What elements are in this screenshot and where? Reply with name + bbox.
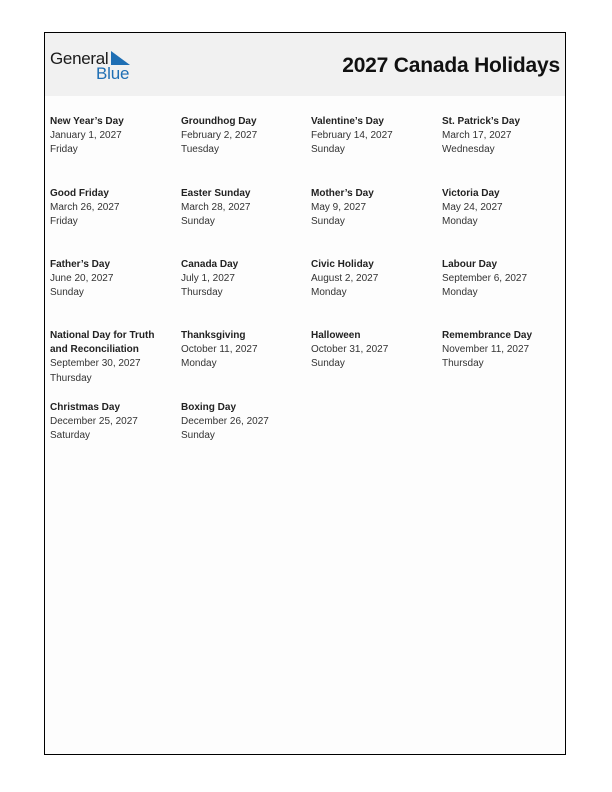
- holiday-date: March 26, 2027: [50, 202, 120, 214]
- holiday-date: May 24, 2027: [442, 202, 503, 214]
- holiday-date: March 28, 2027: [181, 202, 251, 214]
- holiday-name: New Year’s Day: [50, 116, 124, 127]
- holiday-date: November 11, 2027: [442, 344, 530, 356]
- holiday-weekday: Wednesday: [442, 144, 495, 156]
- holiday-name: Valentine’s Day: [311, 116, 384, 127]
- holiday-date: July 1, 2027: [181, 273, 235, 285]
- holiday-item: [181, 329, 309, 372]
- holiday-name: Good Friday: [50, 188, 109, 199]
- holiday-weekday: Sunday: [181, 216, 215, 228]
- holiday-item: [181, 187, 309, 230]
- holiday-name: Civic Holiday: [311, 259, 374, 270]
- holiday-weekday: Thursday: [442, 358, 484, 370]
- holiday-date: December 25, 2027: [50, 416, 138, 428]
- holiday-item: [181, 258, 309, 301]
- holiday-item: [311, 115, 439, 158]
- holiday-date: January 1, 2027: [50, 130, 122, 142]
- holiday-item: [442, 329, 570, 372]
- holiday-item: [442, 187, 570, 230]
- holiday-item: [181, 401, 309, 444]
- holiday-date: September 6, 2027: [442, 273, 528, 285]
- holiday-date: March 17, 2027: [442, 130, 512, 142]
- holiday-name: St. Patrick’s Day: [442, 116, 521, 127]
- holiday-item: [50, 401, 178, 444]
- holiday-item: [442, 258, 570, 301]
- holiday-date: May 9, 2027: [311, 202, 367, 214]
- holiday-date: December 26, 2027: [181, 416, 269, 428]
- holiday-weekday: Thursday: [181, 287, 223, 299]
- holiday-item: [50, 187, 178, 230]
- holiday-date: February 14, 2027: [311, 130, 393, 142]
- holiday-item: [311, 329, 439, 372]
- calendar-page: [44, 32, 566, 755]
- logo-general-text: General: [50, 49, 109, 68]
- holiday-weekday: Sunday: [311, 358, 345, 370]
- holiday-item: [181, 115, 309, 158]
- holiday-weekday: Monday: [181, 358, 217, 370]
- holiday-weekday: Monday: [311, 287, 347, 299]
- holiday-date: October 11, 2027: [181, 344, 258, 356]
- holiday-weekday: Saturday: [50, 430, 91, 442]
- holiday-name: Mother’s Day: [311, 188, 374, 199]
- holiday-weekday: Tuesday: [181, 144, 219, 156]
- holiday-weekday: Sunday: [50, 287, 84, 299]
- holiday-item: [50, 329, 178, 386]
- holiday-name: National Day for Truth and Reconciliation: [50, 330, 155, 356]
- holiday-item: [442, 115, 570, 158]
- holiday-name: Halloween: [311, 330, 361, 341]
- page-title: 2027 Canada Holidays: [342, 54, 560, 77]
- holiday-item: [311, 187, 439, 230]
- holiday-name: Victoria Day: [442, 188, 500, 199]
- holiday-name: Remembrance Day: [442, 330, 533, 341]
- holiday-weekday: Monday: [442, 216, 478, 228]
- holiday-weekday: Sunday: [311, 144, 345, 156]
- holiday-weekday: Sunday: [181, 430, 215, 442]
- holiday-date: August 2, 2027: [311, 273, 379, 285]
- holiday-weekday: Sunday: [311, 216, 345, 228]
- holiday-name: Father’s Day: [50, 259, 111, 270]
- holiday-weekday: Friday: [50, 216, 78, 228]
- page-header: [45, 33, 565, 96]
- holiday-weekday: Friday: [50, 144, 78, 156]
- holiday-name: Labour Day: [442, 259, 498, 270]
- holiday-weekday: Monday: [442, 287, 478, 299]
- generalblue-logo[interactable]: [50, 49, 140, 83]
- holiday-date: September 30, 2027: [50, 358, 141, 370]
- logo-blue-text: Blue: [96, 64, 130, 83]
- logo-triangle-icon: [111, 51, 130, 65]
- holiday-item: [50, 258, 178, 301]
- holiday-date: October 31, 2027: [311, 344, 389, 356]
- holiday-date: June 20, 2027: [50, 273, 114, 285]
- holiday-name: Groundhog Day: [181, 116, 257, 127]
- holiday-name: Canada Day: [181, 259, 239, 270]
- holiday-name: Easter Sunday: [181, 188, 251, 199]
- holiday-weekday: Thursday: [50, 372, 92, 384]
- holiday-date: February 2, 2027: [181, 130, 258, 142]
- holiday-name: Thanksgiving: [181, 330, 246, 341]
- holiday-name: Boxing Day: [181, 402, 237, 413]
- holiday-item: [311, 258, 439, 301]
- holiday-name: Christmas Day: [50, 402, 121, 413]
- holiday-item: [50, 115, 178, 158]
